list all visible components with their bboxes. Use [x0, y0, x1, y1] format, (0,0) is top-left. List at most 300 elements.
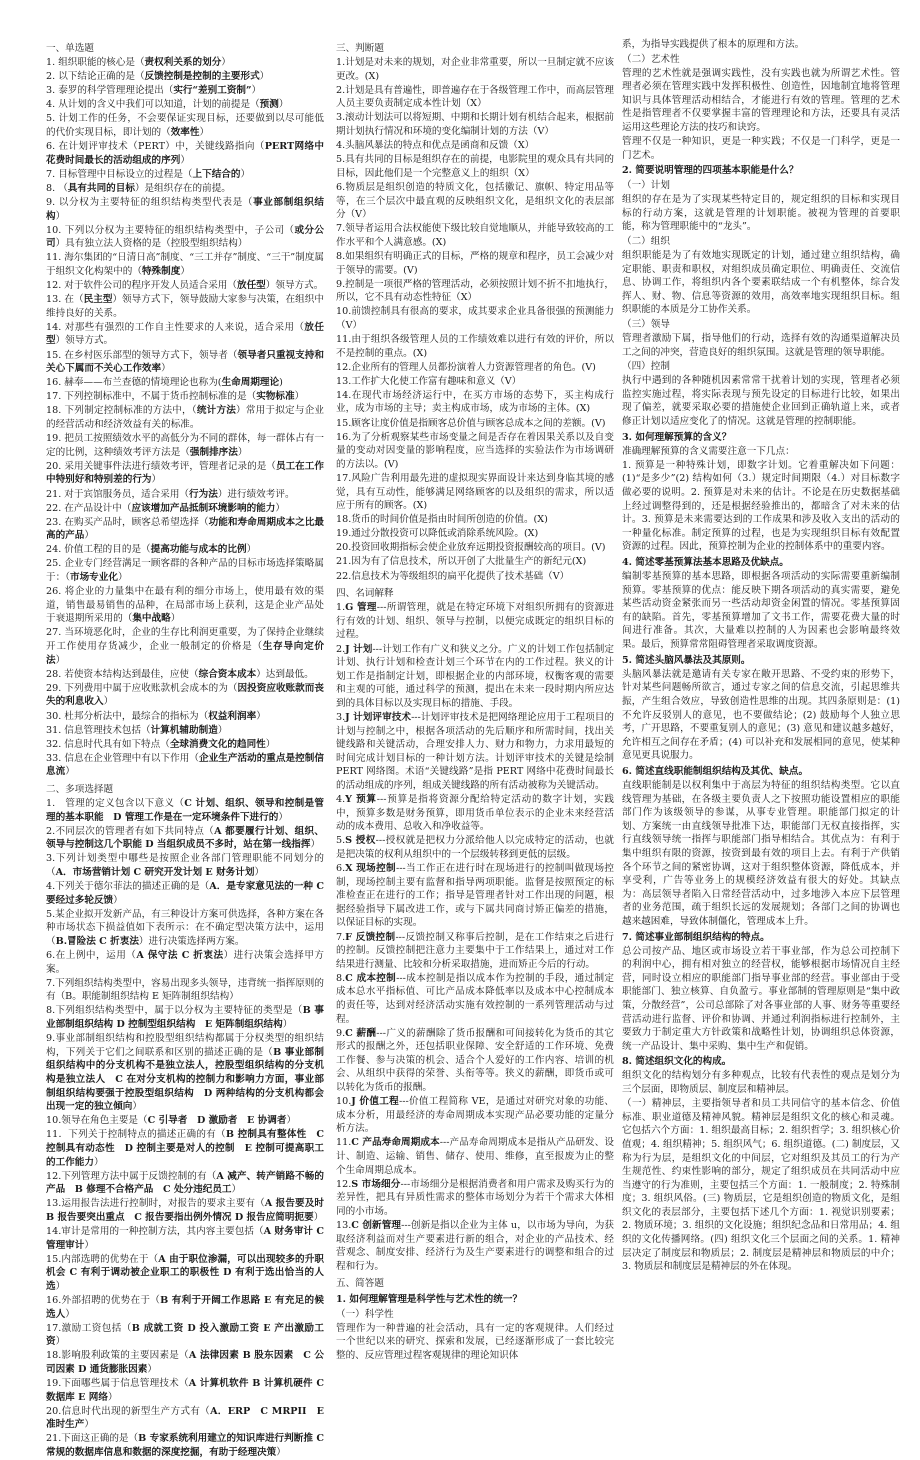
item-tail: ） [275, 502, 285, 514]
item-lead: 8. [336, 972, 346, 984]
item-text [46, 825, 324, 852]
item-tail: ） [113, 894, 123, 906]
item-lead: 13. 在（ [46, 294, 84, 306]
item-answer: Y 预算 [345, 794, 377, 806]
item-lead: 8. （ [46, 182, 68, 194]
item-text [46, 1349, 324, 1376]
item-answer: 实行“差别工资制” [173, 85, 252, 97]
item-lead: 5. 计划工作的任务，不会要保证实现目标，还要做到以尽可能低的代价实现目标，即计划的（ [46, 113, 324, 139]
item-answer: A 法律因素 B 股东因素 C 公司因素 D 通货膨胀因素 [46, 1350, 324, 1375]
item-lead: 13. [336, 1219, 352, 1231]
item-text [46, 251, 324, 278]
item-tail: ） [294, 391, 305, 403]
item-tail: ） [161, 363, 171, 375]
section-heading [46, 42, 324, 56]
item-lead: 7.领导者运用合法权能使下级比较自觉地顺从，并能导致较高的工作水平和个人满意感。(X) [336, 223, 614, 248]
item-tail: ） [254, 867, 265, 879]
item-lead: 15.内部选聘的优势在于（ [46, 1253, 159, 1265]
item-text [336, 375, 614, 389]
item-answer: B 事业部制组织结构 D 控制型组织结构 E 矩阵制组织结构 [46, 1005, 324, 1031]
item-lead: 2. 简要说明管理的四项基本职能是什么？ [622, 165, 799, 177]
item-lead: 5. 简述头脑风暴法及其原则。 [622, 654, 751, 666]
item-text [46, 908, 324, 949]
item-answer: C 计划、组织、领导和控制是管理的基本职能 D 管理工作是在一定环境条件下进行的 [46, 798, 324, 823]
item-tail: ） [170, 613, 181, 625]
item-lead: 8.下列组织结构类型中，属于以分权为主要特征的类型是（ [46, 1005, 303, 1017]
item-lead: 头脑风暴法就是邀请有关专家在敞开思路、不受约束的形势下，针对某些问题畅所欲言，通过专家之间的信息交流，引起思维共振，产生组合效应，导致创造性思维的出现。其四条原则是：(1) 不允许反驳别人的意见，也不要做结论；(2) 鼓励每个人独立思考，广开思路，不要重复别人的意见；(3) 意见和建议越多越好，允许相互之间存在矛盾；(4) 可以补充和发展相同的意见，使某种意见更具说服力。 [622, 668, 900, 762]
item-text [46, 1432, 324, 1459]
item-text [46, 557, 324, 584]
item-tail: ） [286, 1115, 297, 1127]
item-lead: 32. 信息时代具有如下特点（ [46, 738, 170, 750]
item-tail: ---计划工作有广义和狭义之分。广义的计划工作包括制定计划、执行计划和检查计划三个环节在内的工作过程。狭义的计划工作是指制定计划，即根据企业的内部环境，权衡客观的需要和主观的可能，通过科学的预测，提出在未来一段时期内所应达到的具体目标以及实现目标的措施、手段。 [336, 643, 614, 709]
item-lead: 4. [336, 794, 346, 806]
item-answer: S 授权 [345, 835, 376, 847]
item-answer: PERT网络中花费时间最长的活动组成的序列 [46, 141, 324, 166]
item-answer: F 反馈控制 [345, 931, 396, 943]
item-lead: 3. [336, 712, 346, 723]
item-answer: 强制排序法 [189, 446, 238, 458]
item-lead: 31. 信息管理技术包括（ [46, 724, 151, 736]
item-answer: 生存导向定价法 [46, 641, 325, 666]
item-text [336, 431, 614, 472]
item-tail: ) [279, 377, 283, 389]
item-answer: 员工在工作中特别好和特别差的行为 [46, 460, 325, 486]
item-text [336, 84, 614, 111]
item-lead: 16.外部招聘的优势在于（ [46, 1294, 161, 1306]
item-tail: ） [147, 1363, 157, 1375]
item-lead: 4.头脑风暴法的特点和优点是函商和反馈（X） [336, 140, 535, 152]
item-lead: 21.因为有了信息技术，所以开创了大批量生产的新纪元(X) [336, 556, 587, 568]
item-answer: 应该增加产品抵制环境影响的能力 [131, 502, 276, 514]
item-lead: 5.具有共同的目标是组织存在的前提，电影院里的观众具有共同的目标，因此他们是一个完整意义上的组织（X） [336, 154, 614, 179]
item-lead: 20. 采用关键事件法进行绩效考评，管理者记录的是（ [46, 460, 276, 472]
item-lead: 四、名词解释 [336, 588, 394, 600]
item-lead: 五、简答题 [336, 1278, 384, 1290]
item-answer: 统计方法 [196, 405, 237, 417]
item-text [46, 1128, 324, 1169]
item-text [336, 643, 614, 711]
item-text [46, 112, 324, 139]
item-lead: 30. 杜邦分析法中，最综合的指标为（ [46, 710, 209, 722]
item-answer: 生命周期理论 [221, 377, 280, 389]
item-tail: ） [55, 654, 66, 666]
item-text [46, 1294, 324, 1321]
item-tail: ） [251, 85, 262, 97]
item-text [336, 305, 614, 332]
item-lead: 14. 对那些有强烈的工作自主性要求的人来说，适合采用（ [46, 321, 305, 333]
item-text [46, 682, 324, 709]
item-tail: ） [259, 71, 270, 83]
item-tail: ） [180, 154, 190, 166]
item-lead: 22. 在产品设计中（ [46, 502, 132, 514]
item-answer: 领导者只重视支持和关心下属而不关心工作效率 [46, 349, 325, 375]
item-answer: A 计算机软件 B 计算机硬件 C 数据库 E 网络 [46, 1378, 324, 1403]
item-text [336, 527, 614, 541]
item-text [622, 668, 900, 763]
item-lead: 6.物质层是组织创造的特质文化，包括徽记、旗帜、特定用品等等，在三个层次中最直观的反映组织文化，是组织文化的表层部分（V） [336, 181, 614, 221]
item-answer: 行为法 [189, 488, 218, 500]
item-text [622, 1097, 900, 1274]
section-heading [336, 1277, 614, 1291]
item-tail: ） [246, 544, 257, 556]
question-heading [622, 164, 900, 178]
item-tail: ） [84, 530, 94, 542]
item-lead: 1. 组织职能的核心是（ [46, 57, 145, 69]
item-answer: C 产品寿命周期成本 [351, 1137, 440, 1149]
item-tail: ） [310, 839, 321, 851]
item-answer: J 计划评审技术 [345, 712, 412, 723]
item-answer: 市场专业化 [69, 572, 118, 584]
item-text [336, 541, 614, 555]
item-lead: 6. 在计划评审技术（PERT）中，关键线路指向（ [46, 141, 265, 153]
item-text [336, 1027, 614, 1095]
item-lead: 编制零基预算的基本思路，即根据各项活动的实际需要重新编制预算。零基预算的优点：能反映下期各项活动的真实需要，避免某些活动资金紧张而另一些活动却资金闲置的情况。零基预算固有的缺陷。首先，零基预算增加了文书工作，需要花费大量的时间进行准备。其次，大量难以控制的人为因素也会影响最终效果。最后，预算常常阻碍管理者采取调度资源。 [622, 571, 900, 651]
item-tail: ---创新是指以企业为主体 u，以市场为导向，为获取经济利益而对生产要素进行新的组合，对企业的产品技术、经营观念、制度安排、经济行为及生产要素进行的调整和组合的过程和行为。 [336, 1219, 614, 1272]
item-lead: 29. 下列费用中属于应收账款机会成本的为（ [46, 682, 238, 694]
item-text [336, 278, 614, 305]
item-lead: 9. 以分权为主要特征的组织结构类型代表是（ [46, 197, 254, 209]
item-text [622, 332, 900, 359]
item-tail: ） [151, 474, 162, 486]
item-tail: ---市场细分是根据消费者和用户需求及购买行为的差异性，把具有异质性需求的整体市场划分为若干个需求大体相同的小市场。 [336, 1178, 614, 1217]
item-lead: 1. [336, 602, 346, 614]
item-answer: 特殊制度 [141, 266, 181, 277]
item-text [46, 626, 324, 667]
item-lead: 5.某企业拟开发新产品，有三种设计方案可供选择，各种方案在各种市场状态下损益值如下表所示：在不确定型决策方法中，运用（ [46, 908, 324, 947]
item-tail: ）领导方式下，领导鼓励大家参与决策，在组织中维持良好的关系。 [46, 294, 325, 319]
item-lead: 7.下列组织结构类型中，容易出现多头领导，违背统一指挥原则的有（B。职能制组织结构 E 矩阵制组织结构） [46, 977, 324, 1003]
item-text [622, 135, 900, 162]
item-answer: C 创新管理 [351, 1219, 402, 1231]
item-text [46, 488, 324, 502]
item-tail: ）达到最低。 [256, 668, 314, 680]
item-lead: 7. [336, 931, 346, 943]
item-lead: 26. 将企业的力量集中在最有利的细分市场上，使用最有效的渠道，销售最易销售的品种，在局部市场上获利，这是企业产品处于衰退期所采用的（ [46, 586, 324, 625]
item-lead: 12. [336, 1178, 352, 1190]
item-lead: 系，为指导实践提供了根本的原理和方法。 [622, 39, 805, 50]
item-text [46, 738, 324, 752]
item-text [336, 1178, 614, 1219]
item-lead: 5. [336, 835, 346, 847]
item-text [46, 293, 324, 320]
item-answer: B 成就工资 D 投入激励工资 E 产出激励工资 [46, 1322, 324, 1348]
sub-heading [622, 360, 900, 374]
item-lead: 10. 下列以分权为主要特征的组织结构类型中，子公司（ [46, 224, 295, 236]
item-lead: 17.风险广告利用最先进的虚拟现实界面设计来达到身临其境的感觉，具有互动性，能够满足网络顾客的以及组织的需求，所以适应于所有的顾客。(X) [336, 472, 614, 512]
item-lead: （三）领导 [622, 318, 670, 330]
item-answer: 效率性 [170, 127, 200, 139]
item-text [46, 279, 324, 293]
item-answer: A．市场营销计划 C 研究开发计划 E 财务计划 [55, 867, 255, 879]
item-answer: B 控制具有整体性 C 控制具有动态性 D 控制主要是对人的控制 E 控制可提高职工的工作能力 [46, 1129, 324, 1168]
item-tail: ） [117, 572, 128, 584]
item-tail: ） [84, 1419, 94, 1431]
sub-heading [622, 235, 900, 249]
item-text [622, 459, 900, 554]
item-lead: 6. [336, 863, 346, 875]
item-answer: 因投资应收账款而丧失的利息收入 [46, 682, 325, 708]
item-text [336, 139, 614, 153]
item-text [336, 1136, 614, 1177]
item-lead: 管理作为一种普遍的社会活动，具有一定的客观规律。人们经过一个世纪以来的研究、探索和发展，已经逐渐形成了一套比较完整的、反应管理过程客观规律的理论知识体 [336, 1322, 614, 1361]
item-text [46, 710, 324, 724]
item-lead: 管理不仅是一种知识，更是一种实践；不仅是一门科学，更是一门艺术。 [622, 136, 900, 161]
item-answer: J 价值工程 [351, 1096, 399, 1108]
item-tail: ）进行决策会选择甲方案。 [46, 950, 325, 975]
item-text [336, 513, 614, 527]
item-tail: ---产品寿命周期成本是指从产品研发、设计、制造、运输、销售、储存、使用、维修，直至报废为止的整个生命周期总成本。 [336, 1137, 614, 1176]
item-text [336, 570, 614, 584]
item-lead: 10.前馈控制具有很高的要求，成其要求企业具备很强的预测能力（V） [336, 306, 614, 331]
item-lead: 14.在现代市场经济运行中，在买方市场的态势下，买主构成行业，成为市场的主导；卖主构成市场，成为市场的主体。(X) [336, 389, 614, 415]
item-lead: 20.信息时代出现的新型生产方式有（ [46, 1405, 211, 1417]
item-text [46, 949, 324, 976]
item-lead: 1. 如何理解管理是科学性与艺术性的统一？ [336, 1293, 523, 1305]
item-lead: 28. 若使资本结构达到最佳，应使（ [46, 668, 199, 680]
item-text [336, 555, 614, 569]
item-tail: ） [55, 1280, 66, 1292]
item-text [46, 84, 324, 98]
item-text [46, 977, 324, 1004]
item-tail: ） [55, 1336, 66, 1348]
item-lead: 10.领导在角色主要是（ [46, 1115, 148, 1127]
item-text [46, 70, 324, 84]
item-text [46, 880, 324, 907]
item-text [622, 570, 900, 652]
item-text [46, 196, 324, 223]
item-text [336, 111, 614, 138]
item-text [336, 1095, 614, 1136]
item-lead: 10. [336, 1096, 352, 1108]
item-lead: 总公司按产品、地区或市场设立若干事业部，作为总公司控制下的利润中心，拥有相对独立的经营权，能够根据市场情况自主经营，同时设立相应的职能部门指导事业部的经营。事业部由于受职能部门、独立核算、自负盈亏。事业部制的管理原则是“集中政策，分散经营”，公司总部除了对各事业部的人事、财务等重要经营活动进行监督、评价和协调、并通过利润指标进行控制外，主要致力于制定重大方针政策和战略性计划，协调组织总体资源，统一产品设计、集中采购、集中生产和促销。 [622, 945, 900, 1052]
item-lead: 管理者激励下属，指导他们的行动，选择有效的沟通渠道解决员工之间的冲突，营造良好的组织氛围。这就是管理的领导职能。 [622, 332, 900, 358]
item-text [336, 793, 614, 834]
item-answer: C 引导者 D 激励者 E 协调者 [147, 1115, 287, 1127]
item-lead: （一）精神层，主要指领导者和员工共同信守的基本信念、价值标准、职业道德及精神风貌。精神层是组织文化的核心和灵魂。它包括六个方面：1. 组织最高目标；2. 组织哲学；3. 组织核心价值观；4. 组织精神；5. 组织风气；6. 组织道德。(二) 制度层，又称为行为层，是组织文化的中间层，它对组织及其员工的行为产生规范性、约束性影响的部分，规定了组织成员在共同活动中应当遵守的行为准则，主要包括三个方面：1. 一般制度；2. 特殊制度；3. 组织风俗。(三) 物质层，它是组织创造的物质文化，是组织文化的表层部分，主要包括下述几个方面：1. 视觉识别要素；2. 物质环境；3. 组织的文化设施；组织纪念品和日常用品；4. 组织的文化传播网络。(四) 组织文化三个层面之间的关系。1. 精神层决定了制度层和物质层；2. 制度层是精神层和物质层的中介；3. 物质层和制度层是精神层的外在体现。 [622, 1098, 900, 1273]
item-answer: 上下结合的 [192, 168, 241, 180]
question-heading [622, 654, 900, 668]
item-answer: C 成本控制 [345, 972, 397, 984]
item-lead: 4.下列关于德尔菲法的描述正确的是（ [46, 881, 210, 893]
item-text [46, 224, 324, 251]
item-text [46, 98, 324, 112]
item-lead: 组织文化的结构划分有多种观点，比较有代表性的观点是划分为三个层面，即物质层、制度层和精神层。 [622, 1070, 900, 1096]
question-heading [622, 931, 900, 945]
item-text [622, 945, 900, 1054]
item-lead: 11. 海尔集团的“日清日高”制度、“三工并存”制度、“三干”制度属于组织文化构架中的（ [46, 252, 324, 277]
item-answer: 反馈控制是控制的主要形式 [144, 71, 260, 83]
item-lead: 11.由于组织各级管理人员的工作绩效难以进行有效的评价，所以不是控制的重点。(X) [336, 333, 614, 359]
item-tail: ） [55, 210, 66, 222]
item-lead: 19. 把员工按照绩效水平的高低分为不同的群体，每一群体占有一定的比例，这种绩效考评方法是（ [46, 433, 324, 458]
item-tail: ） [103, 696, 114, 708]
item-text [46, 349, 324, 376]
item-lead: 24. 价值工程的目的是（ [46, 544, 151, 556]
item-text [46, 1032, 324, 1114]
item-lead: 3.滚动计划法可以将短期、中期和长期计划有机结合起来，根据前期计划执行情况和环境的变化编制计划的方法（V） [336, 112, 614, 138]
question-heading [336, 1293, 614, 1307]
item-answer: 放任型 [46, 321, 325, 347]
sub-heading [336, 1308, 614, 1322]
item-tail: ） [265, 738, 276, 750]
item-text [46, 1170, 324, 1197]
item-lead: （四）控制 [622, 361, 670, 373]
item-text [46, 724, 324, 738]
item-answer: G 管理 [345, 602, 377, 614]
item-answer: 权益利润率 [208, 710, 257, 722]
item-lead: 7. 简述事业部制组织结构的特点。 [622, 931, 770, 943]
item-lead: 6. 简述直线职能制组织结构及其优、缺点。 [622, 765, 809, 777]
item-text [46, 168, 324, 182]
item-lead: 12. 对于软件公司的程序开发人员适合采用（ [46, 280, 237, 292]
item-text [46, 1004, 324, 1031]
item-answer: A 减产、转产销路不畅的产品 B 修理不合格产品 C 处分违纪员工 [46, 1170, 324, 1196]
item-tail: ---所谓管理，就是在特定环境下对组织所拥有的资源进行有效的计划、组织、领导与控制，以便完成既定的组织目标的过程。 [336, 602, 614, 641]
item-answer: A．ERP C MRPII E 准时生产 [46, 1405, 324, 1431]
item-lead: 6.在上例中，运用（ [46, 950, 137, 962]
item-lead: 一、单选题 [46, 43, 94, 54]
item-answer: B.冒险法 C 折衷法 [55, 936, 139, 947]
item-lead: 17.激励工资包括（ [46, 1322, 132, 1334]
item-lead: 12.下列管理方法中属于反馈控制的有（ [46, 1170, 217, 1182]
item-tail: ） [256, 710, 266, 722]
item-answer: B 有利于开阔工作思路 E 有充足的候选人 [46, 1294, 324, 1320]
item-answer: 企业生产活动的重点是控制信息流 [46, 752, 324, 778]
item-lead: 管理的艺术性就是强调实践性，没有实践也就为所谓艺术性。管理者必须在管理实践中发挥积极性、创造性，因地制宜地将管理知识与具体管理活动相结合，才能进行有效的管理。管理的艺术性是指管理者不仅要掌握丰富的管理理论和方法，还要具有灵活运用这些理论方法的技巧和诀窍。 [622, 67, 900, 134]
item-answer: 预测 [259, 99, 279, 111]
item-text [336, 1322, 614, 1363]
item-lead: 3.下列计划类型中哪些是按照企业各部门管理职能不同划分的（ [46, 853, 324, 879]
item-text [336, 222, 614, 249]
item-text [46, 140, 324, 167]
column-right [622, 38, 900, 1290]
item-lead: 11．下列关于控制特点的描述正确的有（ [46, 1129, 226, 1141]
item-tail: ） [132, 1101, 142, 1113]
item-lead: 4. 从计划的含义中我们可以知道，计划的前提是（ [46, 99, 260, 111]
item-text [46, 56, 324, 70]
item-lead: 9.控制是一项很严格的管理活动，必须按照计划不折不扣地执行，所以，它不具有动态性特征（X） [336, 278, 614, 304]
item-lead: 11. [336, 1137, 352, 1149]
item-lead: 二、多项选择题 [46, 783, 114, 795]
item-lead: 19.下面哪些属于信息管理技术（ [46, 1378, 189, 1389]
item-lead: 16. 赫奉——布兰查德的情境理论也称为( [46, 377, 222, 389]
item-text [46, 1197, 334, 1224]
item-lead: 组织职能是为了有效地实现既定的计划，通过建立组织结构，确定职能、职责和职权，对组织成员确定职位、明确责任、交流信息、协调工作，将组织内各个要素联结成一个有机整体，综合发挥人、财、物、信息等资源的效用，高效率地实现组织目标。组织职能的本质是分工协作关系。 [622, 249, 900, 316]
question-heading [622, 556, 900, 570]
item-lead: 1. 预算是一种特殊计划，即数字计划。它着重解决如下问题：(1)“是多少”(2) 结构如何（3.）规定时间期限（4.）对目标数字做必要的说明。2. 预算是对未来的估计。不论是在历史数据基础上经过调整得到的，还是根据经验推出的，都暗含了对未来的估计。3. 预算是未来需要达到的工作成果和涉及收入支出的活动的一种量化标准。制定预算的过程，也是为实现组织目标有效配置资源的过程。因此，预算控制为企业的控制体系中的重要内容。 [622, 459, 900, 553]
question-heading [622, 1055, 900, 1069]
item-tail: ） [313, 1211, 324, 1223]
item-text [46, 668, 324, 682]
item-text [336, 1219, 614, 1273]
item-text [46, 1377, 324, 1404]
item-answer: A 由于职位渗漏，可以出现较多的升职机会 C 有利于调动被企业职工的职极性 D 有利于选出恰当的人选 [46, 1253, 324, 1292]
item-tail: ---广义的薪酬除了货币报酬和可间接转化为货币的其它形式的报酬之外，还包括职业保障、安全舒适的工作环境、免费工作餐、参与决策的机会、适合个人爱好的工作内容、培训的机会、从组织中获得的荣誉、头衔等等。狭义的薪酬，即货币或可以转化为货币的报酬。 [336, 1027, 614, 1094]
item-text [336, 972, 614, 1026]
item-lead: （一）计划 [622, 179, 670, 191]
item-tail: ） [93, 1156, 104, 1168]
item-answer: A 报告要及时 B 报告要突出重点 C 报告要指出例外情况 D 报告应简明扼要 [46, 1198, 334, 1223]
item-tail: ） [231, 1184, 242, 1196]
item-text [336, 601, 614, 642]
section-heading [336, 587, 614, 601]
item-text [46, 390, 324, 404]
item-tail: ） [240, 168, 251, 180]
item-lead: 2.计划是具有普遍性，即普遍存在于各级管理工作中，而高层管理人员主要负责制定成本性计划（X） [336, 84, 614, 110]
item-answer: S 市场细分 [351, 1178, 401, 1190]
item-text [46, 1225, 324, 1252]
item-answer: 或分公司 [46, 224, 325, 250]
item-lead: 27. 当环境恶化时，企业的生存比利润更重要，为了保持企业继续开工作使用存货减少，企业一般制定的价格是（ [46, 627, 324, 653]
item-lead: 15. 在乡村医乐部型的领导方式下，领导者（ [46, 349, 238, 361]
column-left [46, 38, 334, 1458]
item-answer: A 都要履行计划、组织、领导与控制这几个职能 D 当组织成员不多时，站在第一线指挥 [46, 825, 324, 851]
question-heading [622, 765, 900, 779]
item-text [46, 752, 324, 779]
item-tail: ） [180, 266, 190, 277]
sub-heading [622, 179, 900, 193]
item-lead: 13.运用报告法进行控制时，对报告的要求主要有（ [46, 1198, 265, 1210]
item-tail: ---反馈控制又称事后控制，是在工作结束之后进行的控制。反馈控制把注意力主要集中于工作结果上，通过对工作结果进行测量、比较和分析采取措施，进而矫正今后的行动。 [336, 931, 614, 970]
item-answer: 计算机辅助制造 [150, 724, 218, 736]
section-heading [336, 42, 614, 56]
item-tail: ）常用于拟定与企业的经营活动和经济效益有关的标准。 [46, 405, 325, 431]
item-text [46, 543, 324, 557]
item-lead: 25. 企业专门经营满足一顾客群的各种产品的目标市场选择策略属于：（ [46, 558, 324, 584]
item-answer: 责权利关系的划分 [144, 57, 222, 69]
item-text [336, 834, 614, 861]
item-tail: ） [221, 57, 231, 69]
item-tail: ---授权就是把权力分派给他人以完成特定的活动，也就是把决策的权利从组织中的一个层级转移到更低的层级。 [336, 835, 614, 860]
item-lead: 20.投资回收期指标会使企业放弃远期投资报酬较高的项目。(V) [336, 542, 606, 554]
item-tail: ） [107, 1391, 118, 1403]
item-lead: 执行中遇到的各种随机因素常常干扰着计划的实现，管理者必须监控实施过程，将实际表现与预先设定的目标进行比较，如果出现了偏差，就要采取必要的措施使企业回到正确轨道上来，或者修正计划以适应变化了的情况。这就是管理的控制职能。 [622, 375, 900, 428]
question-heading [622, 431, 900, 445]
item-text [46, 1405, 324, 1432]
item-text [622, 193, 900, 234]
item-tail: ） [65, 1308, 75, 1320]
item-text [46, 1322, 324, 1349]
item-tail: ---成本控制是指以成本作为控制的手段，通过制定成本总水平指标值、可比产品成本降低率以及成本中心控制成本的责任等，达到对经济活动实施有效控制的一系列管理活动与过程。 [336, 972, 614, 1025]
item-lead: （一）科学性 [336, 1308, 394, 1320]
item-text [46, 502, 324, 516]
item-text [46, 404, 324, 431]
section-heading [46, 783, 324, 797]
item-text [336, 931, 614, 972]
item-answer: 集中战略 [132, 613, 171, 625]
item-lead: 17. 下列控制标准中，不属于货币控制标准的是（ [46, 391, 257, 403]
item-lead: 8.如果组织有明确正式的目标，严格的规章和程序，员工会减少对于领导的需要。(V) [336, 250, 614, 276]
item-lead: 33. 信息在企业管理中有以下作用（ [46, 752, 199, 764]
item-text [336, 862, 614, 930]
item-answer: 功能和寿命周期成本之比最高的产品 [46, 516, 325, 542]
item-text [336, 250, 614, 277]
item-tail: ）领导方式。 [265, 280, 324, 292]
item-lead: 1. 管理的定义包含以下意义（ [46, 798, 185, 810]
item-lead: 1.计划是对未来的规划，对企业非常重要，所以一旦制定就不应该更改。(X) [336, 57, 614, 82]
item-answer: 民主型 [83, 294, 113, 306]
item-tail: ） [282, 1019, 293, 1031]
item-text [336, 361, 614, 375]
item-lead: （二）组织 [622, 235, 670, 247]
item-answer: 全球消费文化的趋同性 [169, 738, 266, 750]
item-lead: 16.为了分析观察某些市场变量之间是否存在着因果关系以及自变量的变动对因变量的影响程度，应当选择的实验法作为市场调研的方法以。(V) [336, 431, 614, 470]
item-text [336, 711, 614, 793]
item-lead: 22.信息技术为等级组织的扁平化提供了技术基础（V） [336, 570, 570, 582]
item-text [46, 376, 324, 390]
item-text [622, 779, 900, 929]
